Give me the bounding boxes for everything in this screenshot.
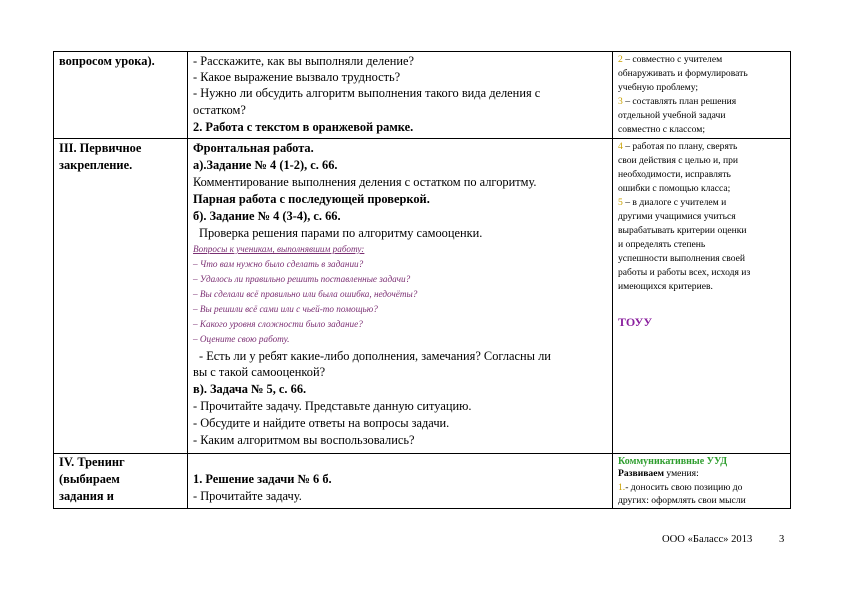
task-heading: б). Задание № 4 (3-4), с. 66. [193,209,341,223]
uud-heading: Коммуникативные УУД [618,456,728,467]
stage-title: III. Первичное [59,141,142,155]
page-number: 3 [779,534,785,545]
question-item: – Какого уровня сложности было задание? [193,319,363,329]
skill-text: учебную проблему; [618,82,699,93]
skill-text: вырабатывать критерии оценки [618,225,747,236]
skills-cell [612,138,791,454]
activity-line: Проверка решения парами по алгоритму самооценки. [199,226,483,240]
stage-text: вопросом урока). [59,54,155,68]
toou-label: ТОУУ [618,315,653,329]
stage-cell [53,51,188,139]
activity-line: - Расскажите, как вы выполняли деление? [193,54,414,68]
activity-line: - Каким алгоритмом вы воспользовались? [193,433,415,447]
question-item: – Что вам нужно было сделать в задании? [193,259,364,269]
activity-line: - Есть ли у ребят какие-либо дополнения, замечания? Согласны ли [199,349,551,363]
skill-text: ошибки с помощью класса; [618,183,731,194]
skill-text: - доносить свою позицию до [625,482,743,493]
activity-heading: 2. Работа с текстом в оранжевой рамке. [193,120,414,134]
skill-text: свои действия с целью и, при [618,155,739,166]
step-number: 4 [618,141,623,152]
activity-cell [187,453,613,509]
activity-line: вы с такой самооценкой? [193,365,326,379]
activity-line: остатком? [193,103,246,117]
stage-cell [53,453,188,509]
skills-cell [612,453,791,509]
skill-text: работы и работы всех, исходя из [618,267,751,278]
stage-title: (выбираем [59,472,120,486]
activity-line: - Обсудите и найдите ответы на вопросы задачи. [193,416,450,430]
stage-cell [53,138,188,454]
activity-line: - Нужно ли обсудить алгоритм выполнения такого вида деления с [193,86,541,100]
footer-company: ООО «Баласс» 2013 [662,534,753,545]
skill-text: – в диалоге с учителем и [625,197,727,208]
skill-text: успешности выполнения своей [618,253,746,264]
question-item: – Вы сделали всё правильно или была ошибка, недочёты? [193,289,418,299]
develop-label: Развиваем [618,468,664,479]
task-heading: в). Задача № 5, с. 66. [193,382,307,396]
question-item: – Вы решили всё сами или с чьей-то помощью? [193,304,378,314]
stage-title: закрепление. [59,158,133,172]
skill-text: умения: [664,468,699,479]
activity-heading: Фронтальная работа. [193,141,314,155]
skill-text: – работая по плану, сверять [625,141,738,152]
task-heading: а).Задание № 4 (1-2), с. 66. [193,158,338,172]
activity-cell [187,138,613,454]
skill-text: имеющихся критериев. [618,281,713,292]
stage-title: задания и [59,489,114,503]
stage-title: IV. Тренинг [59,455,125,469]
step-number: 5 [618,197,623,208]
step-number: 3 [618,96,623,107]
skills-cell [612,51,791,139]
activity-line: - Прочитайте задачу. [193,489,302,503]
activity-line: - Прочитайте задачу. Представьте данную ситуацию. [193,399,472,413]
skill-text: и определять степень [618,239,706,250]
question-item: – Удалось ли правильно решить поставленные задачи? [193,274,411,284]
activity-line: - Какое выражение вызвало трудность? [193,70,401,84]
activity-line: Комментирование выполнения деления с остатком по алгоритму. [193,175,537,189]
skill-text: других: оформлять свои мысли [618,495,746,506]
lesson-table [53,51,791,509]
task-heading: 1. Решение задачи № 6 б. [193,472,332,486]
skill-text: обнаруживать и формулировать [618,68,748,79]
question-item: – Оцените свою работу. [193,334,290,344]
skill-text: другими учащимися учиться [618,211,736,222]
activity-heading: Парная работа с последующей проверкой. [193,192,430,206]
skill-text: необходимости, исправлять [618,169,731,180]
skill-text: совместно с классом; [618,124,705,135]
activity-cell [187,51,613,139]
skill-text: отдельной учебной задачи [618,110,726,121]
skill-text: – составлять план решения [625,96,737,107]
step-number: 2 [618,54,623,65]
step-number: 1. [618,482,626,493]
skill-text: – совместно с учителем [625,54,723,65]
questions-heading: Вопросы к ученикам, выполнявшим работу: [193,244,365,254]
